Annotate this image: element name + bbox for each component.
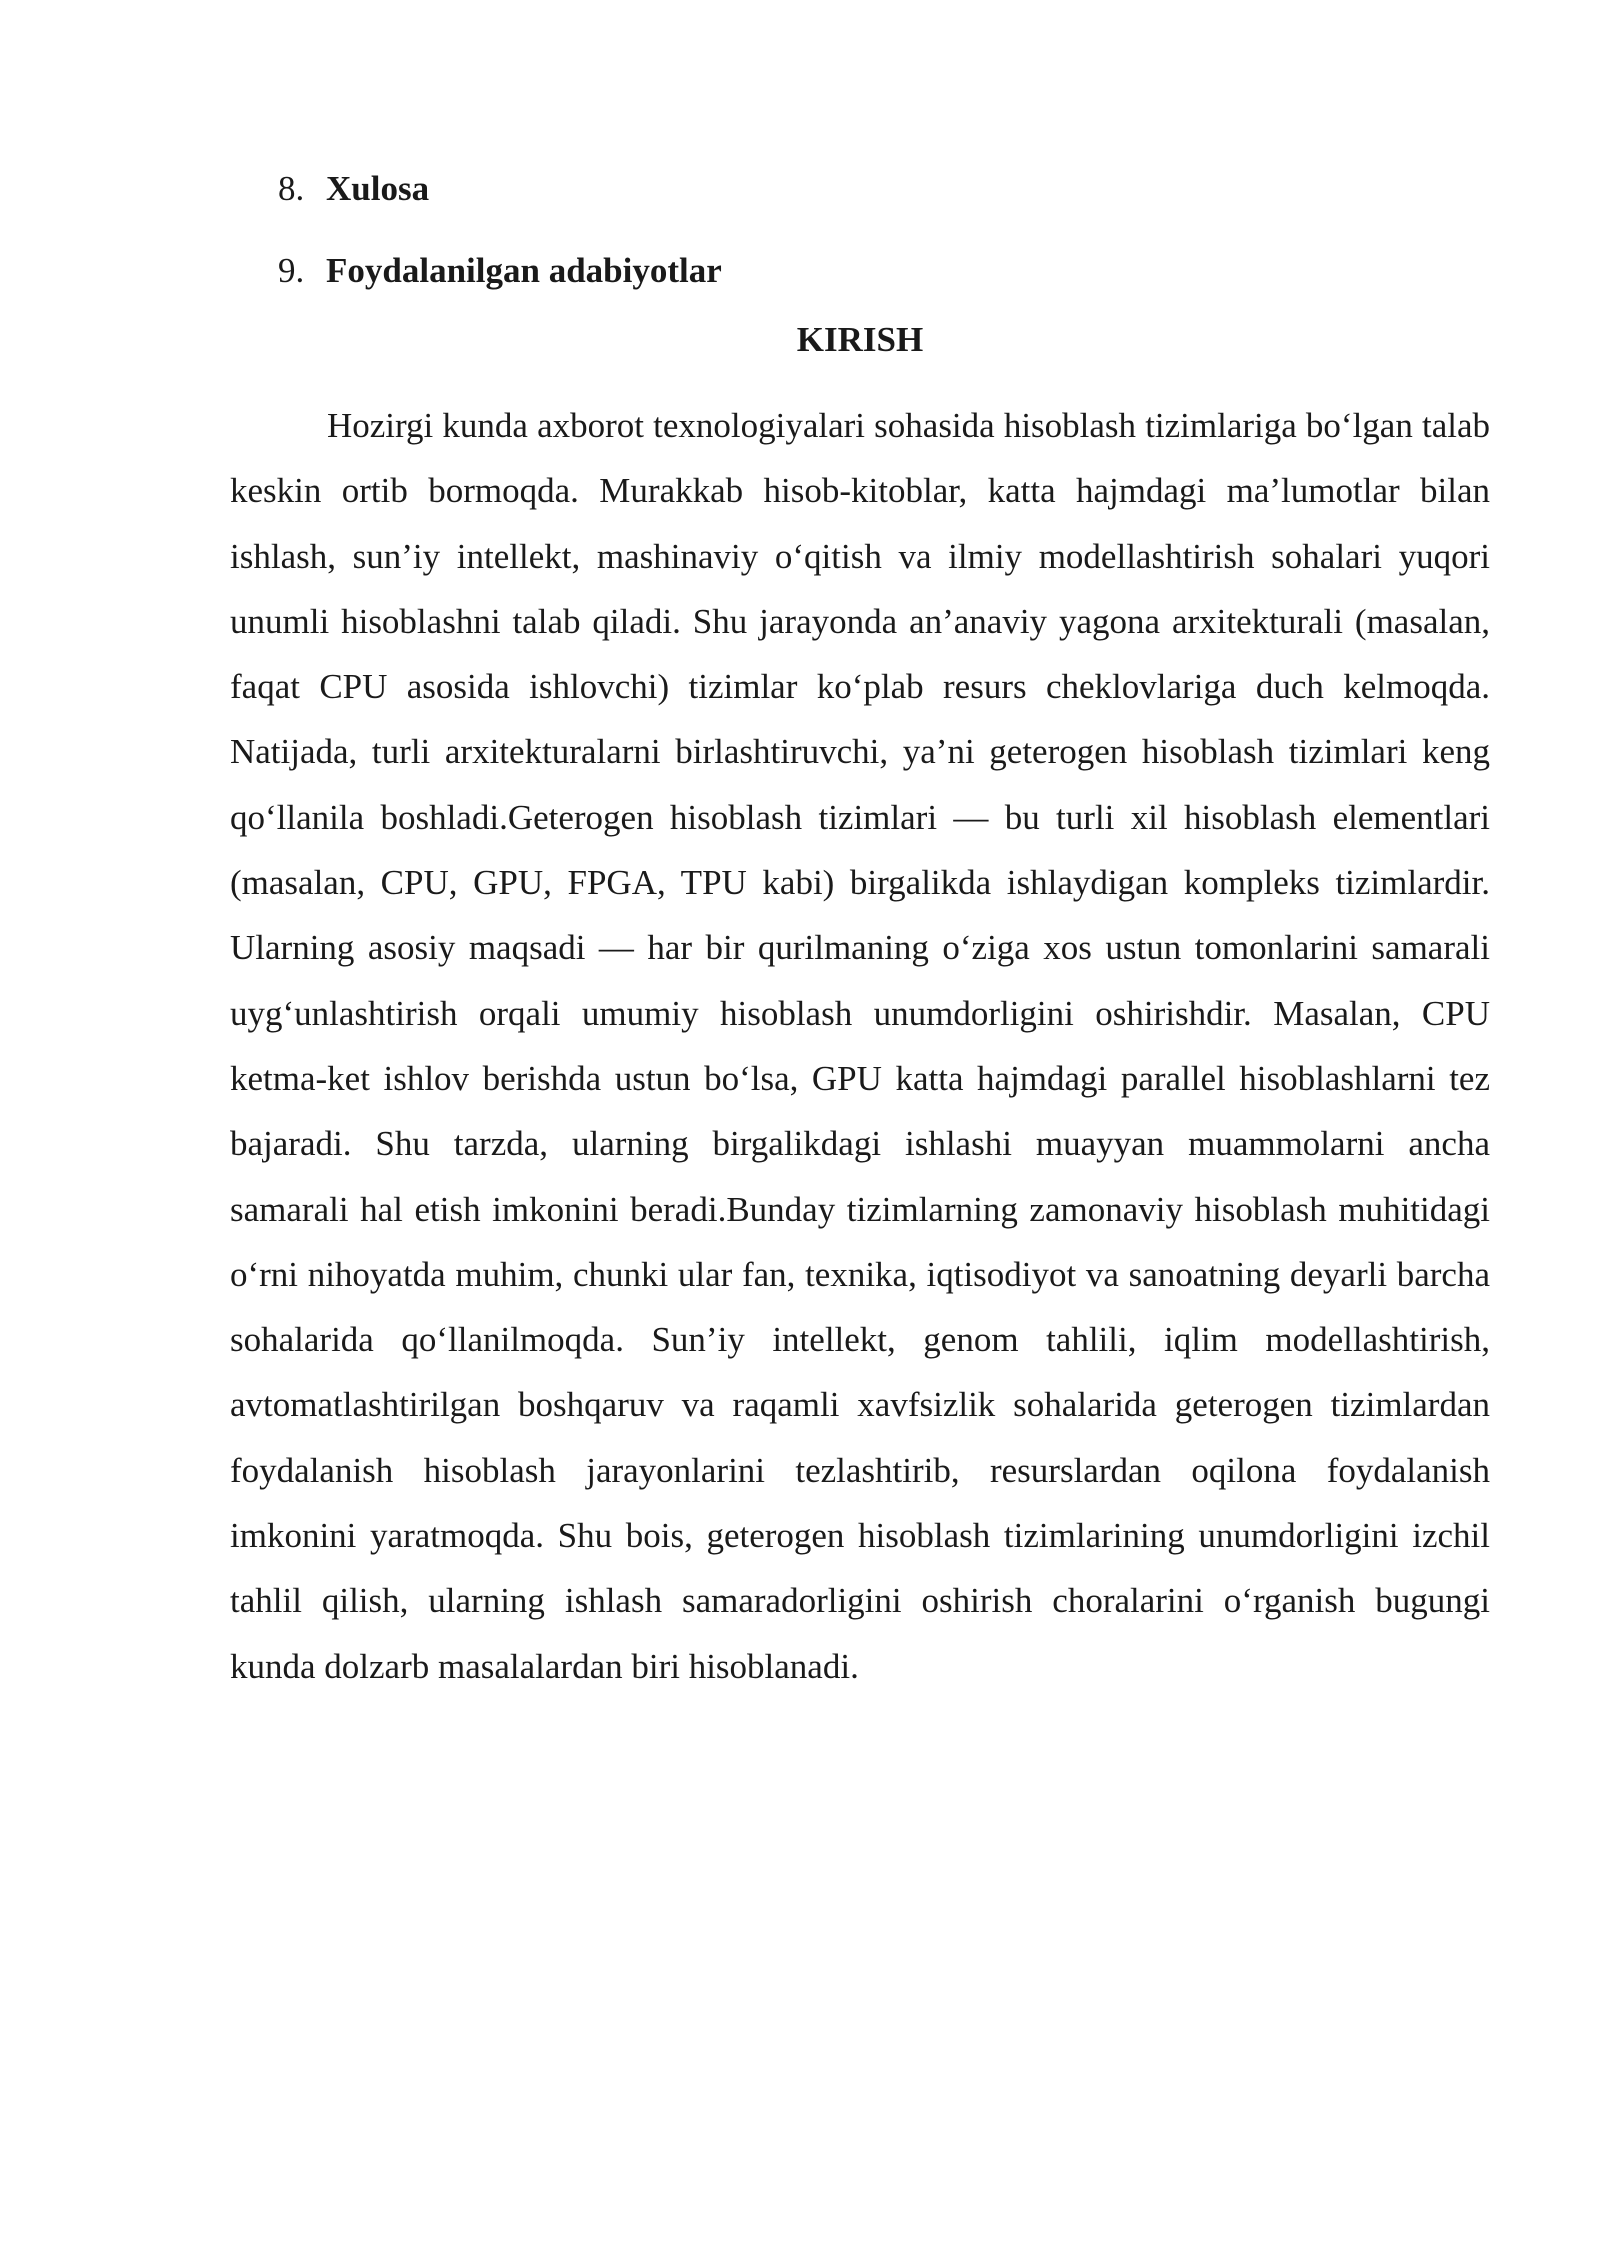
toc-item-number: 9. [278, 251, 305, 290]
toc-item-label: Foydalanilgan adabiyotlar [326, 251, 722, 290]
toc-item-references [278, 230, 1478, 312]
body-paragraph: Hozirgi kunda axborot texnologiyalari sohasida hisoblash tizimlariga bo‘lgan talab keskin ortib bormoqda. Murakkab hisob-kitoblar, katta hajmdagi ma’lumotlar bilan ishlash, sun’iy intellekt, mashinaviy o‘qitish va ilmiy modellashtirish sohalari yuqori unumli hisoblashni talab qiladi. Shu jarayonda an’anaviy yagona arxitekturali (masalan, faqat CPU asosida ishlovchi) tizimlar ko‘plab resurs cheklovlariga duch kelmoqda. Natijada, turli arxitekturalarni birlashtiruvchi, ya’ni geterogen hisoblash tizimlari keng qo‘llanila boshladi.Geterogen hisoblash tizimlari — bu turli xil hisoblash elementlari (masalan, CPU, GPU, FPGA, TPU kabi) birgalikda ishlaydigan kompleks tizimlardir. Ularning asosiy maqsadi — har bir qurilmaning o‘ziga xos ustun tomonlarini samarali uyg‘unlashtirish orqali umumiy hisoblash unumdorligini oshirishdir. Masalan, CPU ketma-ket ishlov berishda ustun bo‘lsa, GPU katta hajmdagi parallel hisoblashlarni tez bajaradi. Shu tarzda, ularning birgalikdagi ishlashi muayyan muammolarni ancha samarali hal etish imkonini beradi.Bunday tizimlarning zamonaviy hisoblash muhitidagi o‘rni nihoyatda muhim, chunki ular fan, texnika, iqtisodiyot va sanoatning deyarli barcha sohalarida qo‘llanilmoqda. Sun’iy intellekt, genom tahlili, iqlim modellashtirish, avtomatlashtirilgan boshqaruv va raqamli xavfsizlik sohalarida geterogen tizimlardan foydalanish hisoblash jarayonlarini tezlashtirib, resurslardan oqilona foydalanish imkonini yaratmoqda. Shu bois, geterogen hisoblash tizimlarining unumdorligini izchil tahlil qilish, ularning ishlash samaradorligini oshirish choralarini o‘rganish bugungi kunda dolzarb masalalardan biri hisoblanadi. [230, 406, 1490, 1686]
table-of-contents [278, 148, 1478, 312]
toc-item-conclusion [278, 148, 1478, 230]
toc-item-label: Xulosa [326, 169, 430, 208]
toc-item-number: 8. [278, 169, 305, 208]
section-heading: KIRISH [796, 320, 924, 359]
